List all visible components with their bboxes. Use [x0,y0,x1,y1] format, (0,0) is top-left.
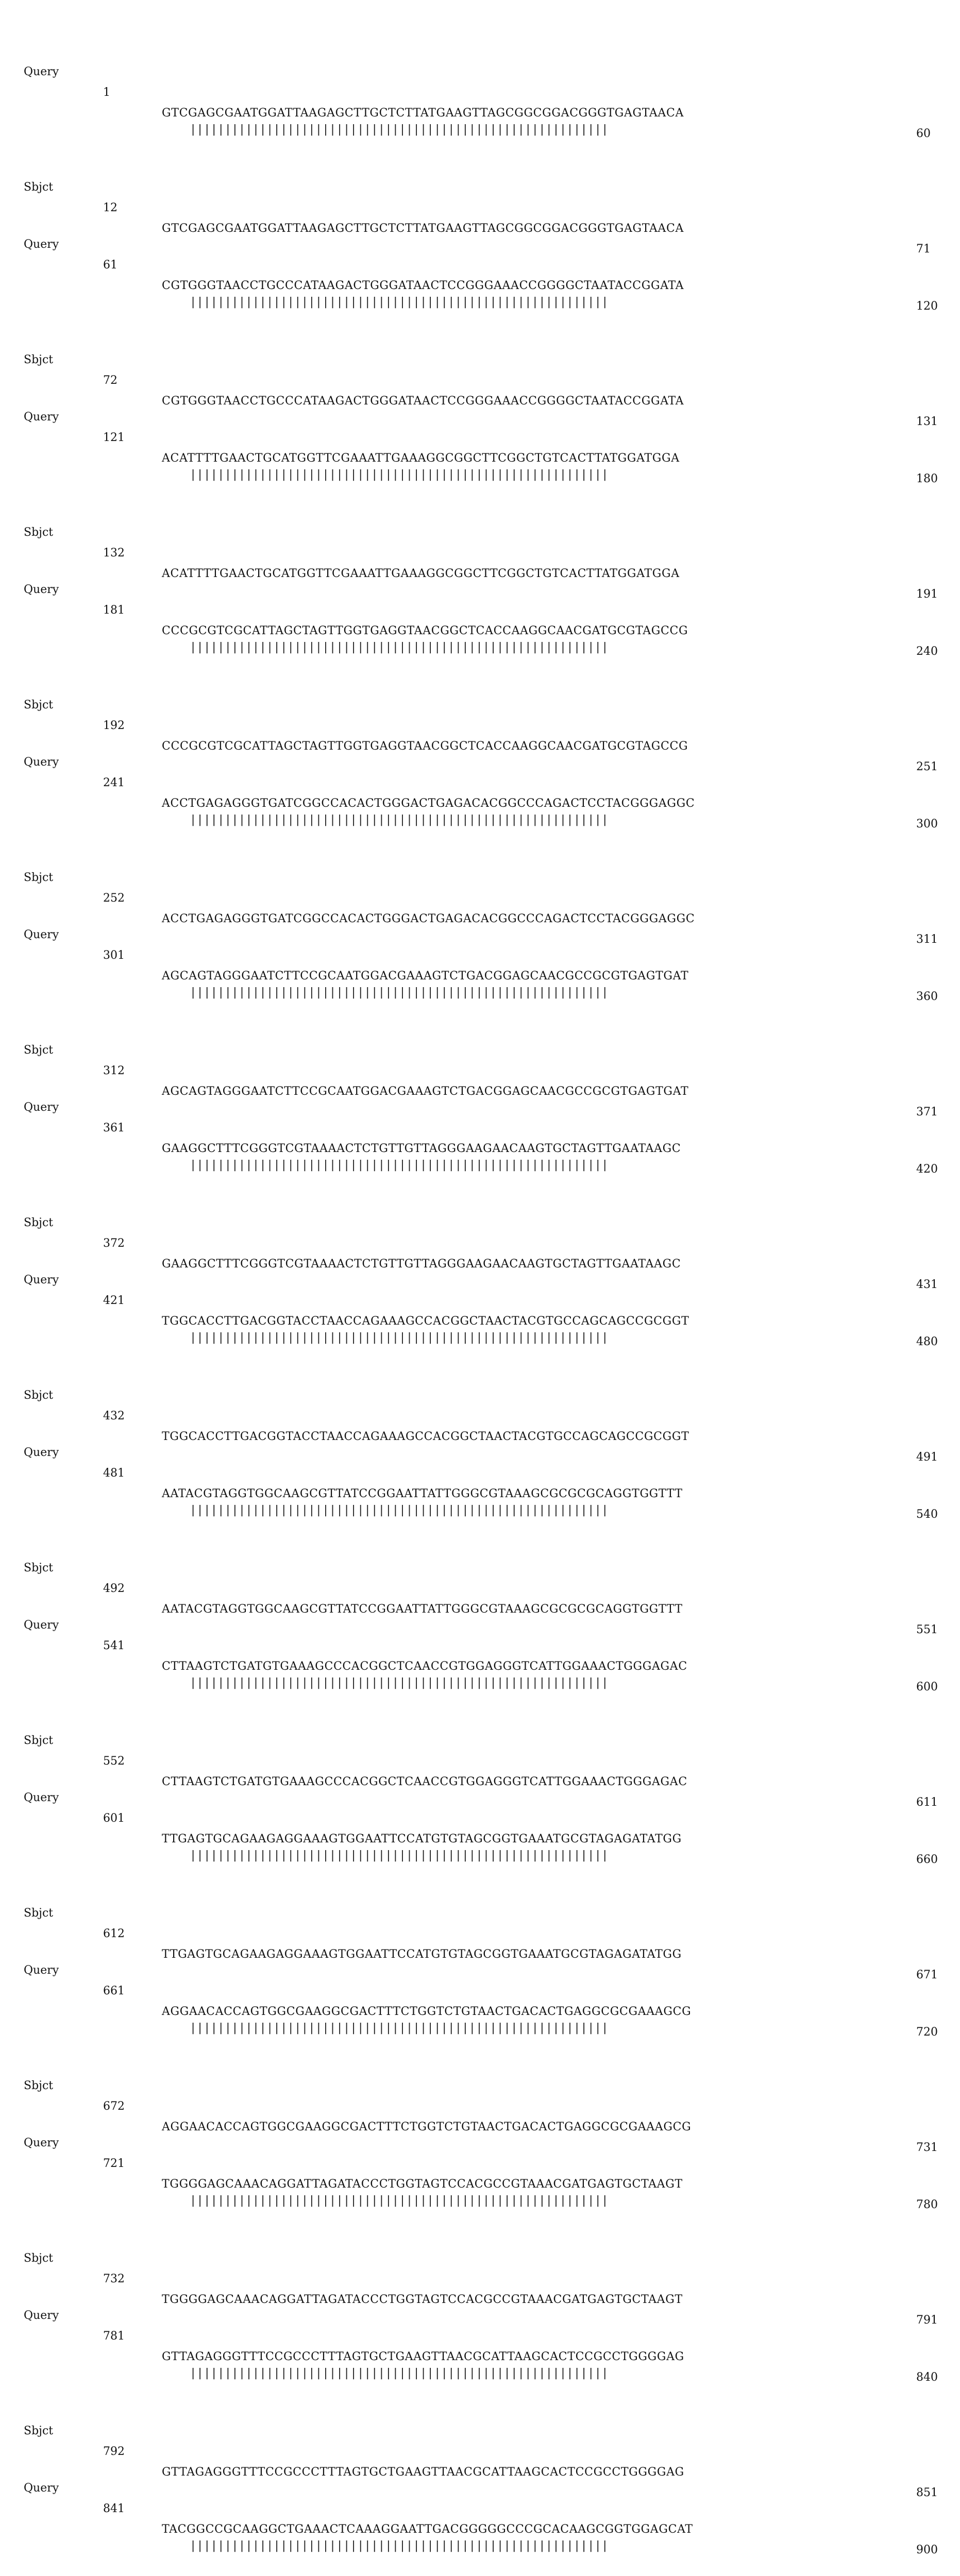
match-bars: |||||||||||||||||||||||||||||||||||||||||||||||||||||||||||| [190,2539,609,2552]
subject-sequence: AGCAGTAGGGAATCTTCCGCAATGGACGAAAGTCTGACGGAGCAACGCCGCGTGAGTGAT [162,1085,689,1098]
query-sequence: CTTAAGTCTGATGTGAAAGCCCACGGCTCAACCGTGGAGGGTCATTGGAAACTGGGAGAC [162,1660,687,1673]
subject-start-position: 252 [103,892,125,905]
match-bars: |||||||||||||||||||||||||||||||||||||||||||||||||||||||||||| [190,2022,609,2035]
query-start-position: 601 [103,1812,125,1825]
query-end-position: 420 [916,1163,938,1176]
subject-sequence: GAAGGCTTTCGGGTCGTAAAACTCTGTTGTTAGGGAAGAACAAGTGCTAGTTGAATAAGC [162,1258,681,1270]
query-end-position: 780 [916,2198,938,2211]
subject-start-position: 552 [103,1755,125,1768]
alignment-block [24,1422,951,1636]
subject-end-position: 431 [916,1278,938,1291]
query-sequence: CGTGGGTAACCTGCCCATAAGACTGGGATAACTCCGGGAAACCGGGGCTAATACCGGATA [162,279,684,292]
subject-sequence: TGGGGAGCAAACAGGATTAGATACCCTGGTAGTCCACGCCGTAAACGATGAGTGCTAAGT [162,2293,683,2306]
match-bars: |||||||||||||||||||||||||||||||||||||||||||||||||||||||||||| [190,1331,609,1344]
match-bars: |||||||||||||||||||||||||||||||||||||||||||||||||||||||||||| [190,2367,609,2380]
subject-label: Sbjct [24,181,54,194]
match-bars: |||||||||||||||||||||||||||||||||||||||||||||||||||||||||||| [190,2194,609,2207]
query-label: Query [24,1274,59,1286]
subject-end-position: 71 [916,243,931,256]
alignment-block [24,1077,951,1291]
match-bars: |||||||||||||||||||||||||||||||||||||||||||||||||||||||||||| [190,986,609,999]
alignment-block [24,214,951,428]
subject-label: Sbjct [24,1044,54,1057]
query-label: Query [24,1101,59,1114]
query-start-position: 301 [103,949,125,962]
subject-sequence: AGGAACACCAGTGGCGAAGGCGACTTTCTGGTCTGTAACTGACACTGAGGCGCGAAAGCG [162,2121,692,2133]
query-sequence: TGGGGAGCAAACAGGATTAGATACCCTGGTAGTCCACGCCGTAAACGATGAGTGCTAAGT [162,2178,683,2191]
query-label: Query [24,2137,59,2149]
subject-sequence: CGTGGGTAACCTGCCCATAAGACTGGGATAACTCCGGGAAACCGGGGCTAATACCGGATA [162,395,684,408]
query-sequence: CCCGCGTCGCATTAGCTAGTTGGTGAGGTAACGGCTCACCAAGGCAACGATGCGTAGCCG [162,624,688,637]
alignment-block [24,2112,951,2327]
query-label: Query [24,2482,59,2495]
alignment-block [24,732,951,946]
subject-start-position: 12 [103,201,117,214]
query-label: Query [24,1619,59,1632]
alignment-block [24,1940,951,2154]
alignment-block [24,1249,951,1464]
match-bars: |||||||||||||||||||||||||||||||||||||||||||||||||||||||||||| [190,1676,609,1689]
subject-label: Sbjct [24,1734,54,1747]
subject-end-position: 491 [916,1451,938,1464]
query-label: Query [24,238,59,251]
alignment-block [24,1767,951,1981]
query-sequence: ACATTTTGAACTGCATGGTTCGAAATTGAAAGGCGGCTTCGGCTGTCACTTATGGATGGA [162,452,680,465]
query-start-position: 661 [103,1985,125,1997]
subject-sequence: ACATTTTGAACTGCATGGTTCGAAATTGAAAGGCGGCTTCGGCTGTCACTTATGGATGGA [162,567,680,580]
subject-end-position: 611 [916,1796,938,1809]
query-sequence: ACCTGAGAGGGTGATCGGCCACACTGGGACTGAGACACGGCCCAGACTCCTACGGGAGGC [162,797,695,810]
query-label: Query [24,928,59,941]
subject-end-position: 851 [916,2486,938,2499]
query-label: Query [24,65,59,78]
query-end-position: 480 [916,1335,938,1348]
subject-end-position: 551 [916,1623,938,1636]
subject-row [24,2573,45,2576]
query-end-position: 60 [916,127,931,140]
match-bars: |||||||||||||||||||||||||||||||||||||||||||||||||||||||||||| [190,1504,609,1517]
subject-sequence: GTTAGAGGGTTTCCGCCCTTTAGTGCTGAAGTTAACGCATTAAGCACTCCGCCTGGGGAG [162,2466,684,2479]
query-start-position: 181 [103,604,125,617]
subject-label: Sbjct [24,1216,54,1229]
query-sequence: AATACGTAGGTGGCAAGCGTTATCCGGAATTATTGGGCGTAAAGCGCGCGCAGGTGGTTT [162,1487,683,1500]
query-end-position: 240 [916,645,938,658]
query-end-position: 180 [916,472,938,485]
subject-start-position: 432 [103,1410,125,1422]
query-end-position: 840 [916,2371,938,2384]
query-sequence: AGCAGTAGGGAATCTTCCGCAATGGACGAAAGTCTGACGGAGCAACGCCGCGTGAGTGAT [162,970,689,982]
query-end-position: 900 [916,2544,938,2556]
subject-end-position: 791 [916,2314,938,2327]
subject-start-position: 72 [103,374,117,387]
query-end-position: 360 [916,990,938,1003]
query-label: Query [24,756,59,769]
query-start-position: 481 [103,1467,125,1480]
query-start-position: 361 [103,1122,125,1134]
subject-sequence: CTTAAGTCTGATGTGAAAGCCCACGGCTCAACCGTGGAGGGTCATTGGAAACTGGGAGAC [162,1775,687,1788]
subject-label: Sbjct [24,1562,54,1574]
query-label: Query [24,1791,59,1804]
query-start-position: 421 [103,1294,125,1307]
query-label: Query [24,1446,59,1459]
match-bars: |||||||||||||||||||||||||||||||||||||||||||||||||||||||||||| [190,641,609,654]
subject-sequence: ACCTGAGAGGGTGATCGGCCACACTGGGACTGAGACACGGCCCAGACTCCTACGGGAGGC [162,912,695,925]
subject-start-position: 672 [103,2100,125,2113]
query-label: Query [24,2309,59,2322]
subject-end-position: 371 [916,1106,938,1118]
query-end-position: 120 [916,300,938,313]
subject-label: Sbjct [24,699,54,711]
query-sequence: AGGAACACCAGTGGCGAAGGCGACTTTCTGGTCTGTAACTGACACTGAGGCGCGAAAGCG [162,2005,692,2018]
subject-label: Sbjct [24,2425,54,2437]
alignment-block [24,386,951,601]
subject-label: Sbjct [24,353,54,366]
match-bars: |||||||||||||||||||||||||||||||||||||||||||||||||||||||||||| [190,468,609,481]
match-bars: |||||||||||||||||||||||||||||||||||||||||||||||||||||||||||| [190,1159,609,1172]
subject-end-position: 671 [916,1969,938,1981]
query-sequence: TGGCACCTTGACGGTACCTAACCAGAAAGCCACGGCTAACTACGTGCCAGCAGCCGCGGT [162,1315,689,1328]
query-sequence: GTCGAGCGAATGGATTAAGAGCTTGCTCTTATGAAGTTAGCGGCGGACGGGTGAGTAACA [162,107,684,120]
subject-start-position: 192 [103,719,125,732]
subject-end-position: 131 [916,415,938,428]
subject-start-position: 612 [103,1927,125,1940]
query-label: Query [24,583,59,596]
subject-end-position: 311 [916,933,938,946]
query-start-position: 121 [103,431,125,444]
query-end-position: 300 [916,818,938,831]
query-end-position: 540 [916,1508,938,1521]
subject-start-position: 372 [103,1237,125,1250]
subject-start-position: 492 [103,1582,125,1595]
query-start-position: 841 [103,2502,125,2515]
alignment-block [24,41,951,256]
subject-label: Sbjct [24,1389,54,1402]
subject-end-position: 731 [916,2141,938,2154]
subject-end-position: 191 [916,588,938,601]
alignment-block [24,2458,951,2576]
subject-sequence: GTCGAGCGAATGGATTAAGAGCTTGCTCTTATGAAGTTAGCGGCGGACGGGTGAGTAACA [162,222,684,235]
match-bars: |||||||||||||||||||||||||||||||||||||||||||||||||||||||||||| [190,1849,609,1862]
query-start-position: 1 [103,86,110,99]
subject-sequence: AATACGTAGGTGGCAAGCGTTATCCGGAATTATTGGGCGTAAAGCGCGCGCAGGTGGTTT [162,1603,683,1616]
sequence-alignment [24,41,951,2576]
alignment-block [24,559,951,773]
subject-end-position: 251 [916,760,938,773]
query-start-position: 721 [103,2157,125,2170]
query-sequence: TTGAGTGCAGAAGAGGAAAGTGGAATTCCATGTGTAGCGGTGAAATGCGTAGAGATATGG [162,1833,682,1845]
alignment-block [24,2285,951,2499]
subject-label: Sbjct [24,526,54,539]
subject-label: Sbjct [24,2252,54,2265]
subject-start-position: 732 [103,2273,125,2285]
query-row [24,41,931,140]
subject-sequence: TTGAGTGCAGAAGAGGAAAGTGGAATTCCATGTGTAGCGGTGAAATGCGTAGAGATATGG [162,1948,682,1961]
query-start-position: 241 [103,776,125,789]
query-sequence: GAAGGCTTTCGGGTCGTAAAACTCTGTTGTTAGGGAAGAACAAGTGCTAGTTGAATAAGC [162,1142,681,1155]
subject-sequence: TGGCACCTTGACGGTACCTAACCAGAAAGCCACGGCTAACTACGTGCCAGCAGCCGCGGT [162,1430,689,1443]
query-start-position: 781 [103,2330,125,2343]
match-bars: |||||||||||||||||||||||||||||||||||||||||||||||||||||||||||| [190,814,609,826]
subject-start-position: 132 [103,547,125,560]
subject-label: Sbjct [24,871,54,884]
query-end-position: 720 [916,2026,938,2039]
subject-label: Sbjct [24,2079,54,2092]
query-end-position: 660 [916,1853,938,1866]
match-bars: |||||||||||||||||||||||||||||||||||||||||||||||||||||||||||| [190,296,609,309]
query-end-position: 600 [916,1681,938,1693]
subject-sequence: CCCGCGTCGCATTAGCTAGTTGGTGAGGTAACGGCTCACCAAGGCAACGATGCGTAGCCG [162,740,688,753]
alignment-block [24,1595,951,1809]
subject-label: Sbjct [24,1907,54,1920]
subject-start-position: 792 [103,2445,125,2458]
query-label: Query [24,411,59,423]
match-bars: |||||||||||||||||||||||||||||||||||||||||||||||||||||||||||| [190,123,609,136]
query-start-position: 61 [103,259,117,272]
query-sequence: GTTAGAGGGTTTCCGCCCTTTAGTGCTGAAGTTAACGCATTAAGCACTCCGCCTGGGGAG [162,2350,684,2363]
alignment-block [24,904,951,1118]
subject-start-position: 312 [103,1064,125,1077]
query-start-position: 541 [103,1639,125,1652]
query-label: Query [24,1964,59,1977]
query-sequence: TACGGCCGCAAGGCTGAAACTCAAAGGAATTGACGGGGGCCCGCACAAGCGGTGGAGCAT [162,2523,693,2536]
